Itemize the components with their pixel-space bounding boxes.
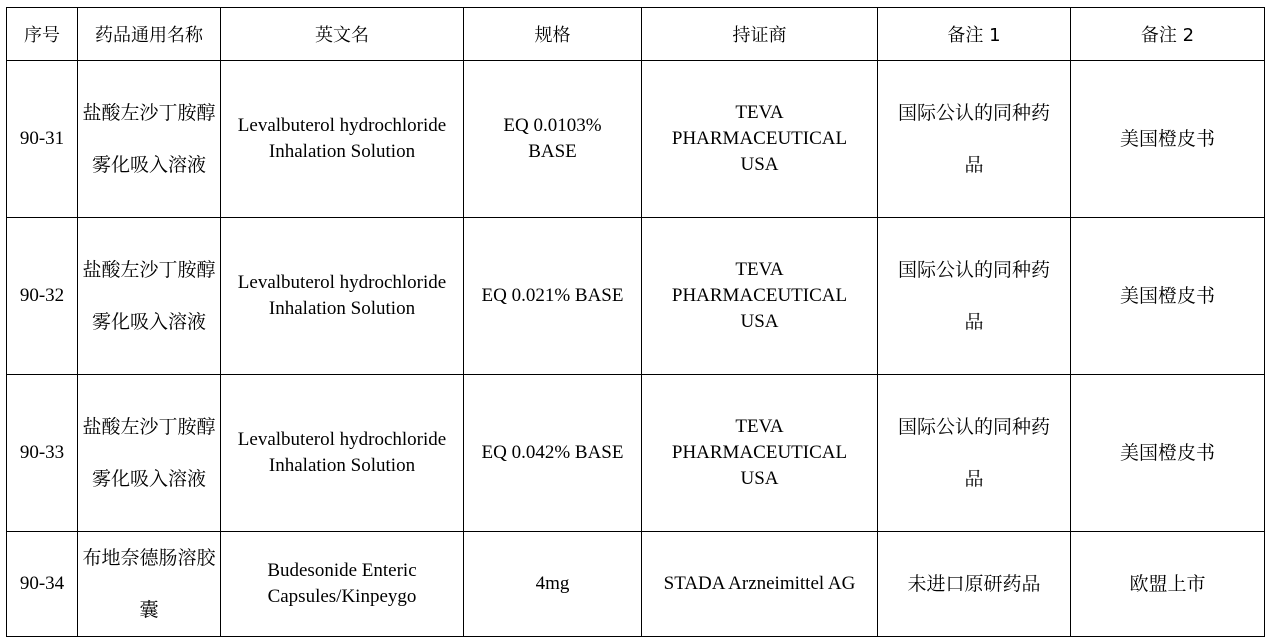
license-holder-cell (642, 61, 878, 218)
table-row (7, 61, 1265, 218)
drug-list-table (6, 7, 1265, 637)
english-name-text: Levalbuterol hydrochloride Inhalation Solution (237, 115, 447, 162)
note-1-cell (878, 375, 1071, 532)
specification-text: EQ 0.021% BASE (481, 285, 624, 306)
license-holder-text: TEVA PHARMACEUTICAL USA (671, 416, 848, 489)
header-note-1: 备注 1 (878, 8, 1071, 61)
header-note-2: 备注 2 (1071, 8, 1265, 61)
note-2-cell: 美国橙皮书 (1071, 61, 1265, 218)
note-2-cell: 美国橙皮书 (1071, 218, 1265, 375)
generic-name-text: 盐酸左沙丁胺醇雾化吸入溶液 (82, 102, 216, 176)
note-1-cell (878, 61, 1071, 218)
note-2-cell: 美国橙皮书 (1071, 375, 1265, 532)
license-holder-cell (642, 375, 878, 532)
specification-text: EQ 0.042% BASE (481, 442, 624, 463)
specification-text: EQ 0.0103% BASE (503, 115, 602, 162)
english-name-cell (221, 61, 464, 218)
generic-name-cell (78, 532, 221, 637)
header-serial-no: 序号 (7, 8, 78, 61)
generic-name-text: 布地奈德肠溶胶囊 (82, 547, 216, 621)
note-1-cell (878, 218, 1071, 375)
note-1-text: 国际公认的同种药品 (897, 259, 1050, 333)
table-header-row (7, 8, 1265, 61)
license-holder-cell (642, 532, 878, 637)
table-row (7, 532, 1265, 637)
note-1-text: 未进口原研药品 (907, 573, 1041, 595)
note-1-cell (878, 532, 1071, 637)
header-generic-name: 药品通用名称 (78, 8, 221, 61)
serial-no-cell: 90-31 (7, 61, 78, 218)
note-1-text: 国际公认的同种药品 (897, 416, 1050, 490)
generic-name-cell (78, 375, 221, 532)
english-name-cell (221, 218, 464, 375)
note-1-text: 国际公认的同种药品 (897, 102, 1050, 176)
english-name-text: Budesonide Enteric Capsules/Kinpeygo (267, 560, 417, 607)
specification-cell (464, 61, 642, 218)
license-holder-text: TEVA PHARMACEUTICAL USA (671, 259, 848, 332)
header-english-name: 英文名 (221, 8, 464, 61)
english-name-cell (221, 375, 464, 532)
generic-name-cell (78, 61, 221, 218)
serial-no-cell: 90-34 (7, 532, 78, 637)
english-name-text: Levalbuterol hydrochloride Inhalation Solution (237, 429, 447, 476)
generic-name-text: 盐酸左沙丁胺醇雾化吸入溶液 (82, 416, 216, 490)
specification-text: 4mg (535, 573, 570, 594)
serial-no-cell: 90-32 (7, 218, 78, 375)
english-name-cell (221, 532, 464, 637)
specification-cell (464, 218, 642, 375)
generic-name-text: 盐酸左沙丁胺醇雾化吸入溶液 (82, 259, 216, 333)
english-name-text: Levalbuterol hydrochloride Inhalation Solution (237, 272, 447, 319)
license-holder-text: STADA Arzneimittel AG (663, 573, 856, 594)
specification-cell (464, 375, 642, 532)
header-license-holder: 持证商 (642, 8, 878, 61)
generic-name-cell (78, 218, 221, 375)
header-specification: 规格 (464, 8, 642, 61)
note-2-cell: 欧盟上市 (1071, 532, 1265, 637)
table-row (7, 218, 1265, 375)
license-holder-cell (642, 218, 878, 375)
specification-cell (464, 532, 642, 637)
license-holder-text: TEVA PHARMACEUTICAL USA (671, 102, 848, 175)
serial-no-cell: 90-33 (7, 375, 78, 532)
table-row (7, 375, 1265, 532)
